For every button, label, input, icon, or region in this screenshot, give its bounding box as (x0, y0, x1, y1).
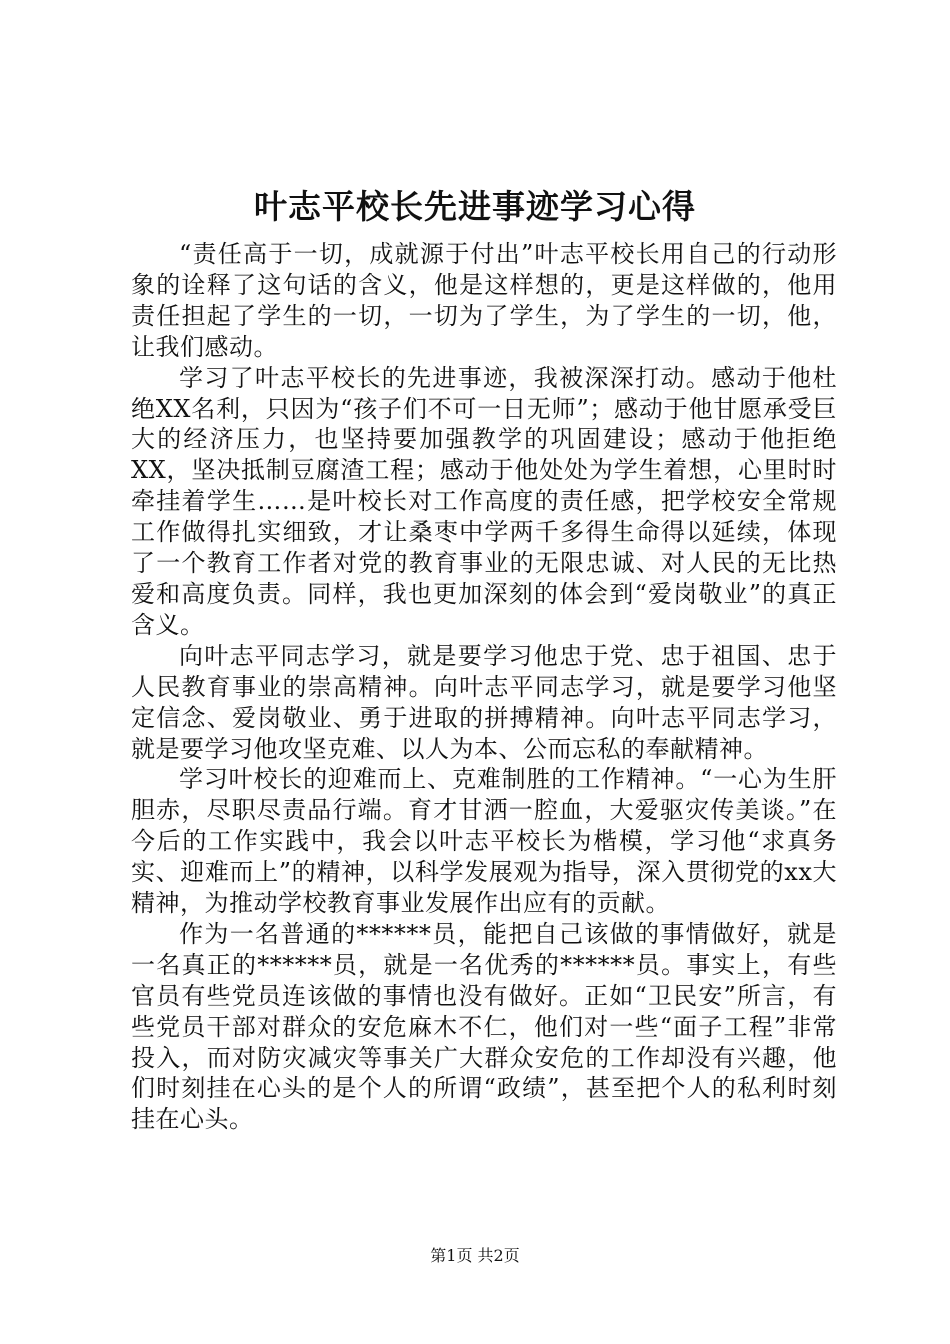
paragraph: 学习了叶志平校长的先进事迹，我被深深打动。感动于他杜绝XX名利，只因为“孩子们不可一日无师”；感动于他甘愿承受巨大的经济压力，也坚持要加强教学的巩固建设；感动于他拒绝XX，坚决抵制豆腐渣工程；感动于他处处为学生着想，心里时时牵挂着学生……是叶校长对工作高度的责任感，把学校安全常规工作做得扎实细致，才让桑枣中学两千多得生命得以延续，体现了一个教育工作者对党的教育事业的无限忠诚、对人民的无比热爱和高度负责。同样，我也更加深刻的体会到“爱岗敬业”的真正含义。 (131, 363, 837, 639)
paragraph: 作为一名普通的******员，能把自己该做的事情做好，就是一名真正的******员，就是一名优秀的******员。事实上，有些官员有些党员连该做的事情也没有做好。正如“卫民安”所言，有些党员干部对群众的安危麻木不仁，他们对一些“面子工程”非常投入，而对防灾减灾等事关广大群众安危的工作却没有兴趣，他们时刻挂在心头的是个人的所谓“政绩”，甚至把个人的私利时刻挂在心头。 (131, 919, 837, 1134)
paragraph: “责任高于一切，成就源于付出”叶志平校长用自己的行动形象的诠释了这句话的含义，他是这样想的，更是这样做的，他用责任担起了学生的一切，一切为了学生，为了学生的一切，他，让我们感动。 (131, 240, 837, 361)
page-number-footer: 第1页 共2页 (430, 1246, 520, 1265)
paragraph: 学习叶校长的迎难而上、克难制胜的工作精神。“一心为生肝胆赤，尽职尽责品行端。育才甘洒一腔血，大爱驱灾传美谈。”在今后的工作实践中，我会以叶志平校长为楷模，学习他“求真务实、迎难而上”的精神，以科学发展观为指导，深入贯彻党的xx大精神，为推动学校教育事业发展作出应有的贡献。 (131, 765, 837, 918)
document-body (131, 239, 837, 1135)
paragraph: 向叶志平同志学习，就是要学习他忠于党、忠于祖国、忠于人民教育事业的崇高精神。向叶志平同志学习，就是要学习他坚定信念、爱岗敬业、勇于进取的拼搏精神。向叶志平同志学习，就是要学习他攻坚克难、以人为本、公而忘私的奉献精神。 (131, 641, 837, 763)
document-title: 叶志平校长先进事迹学习心得 (254, 187, 696, 226)
